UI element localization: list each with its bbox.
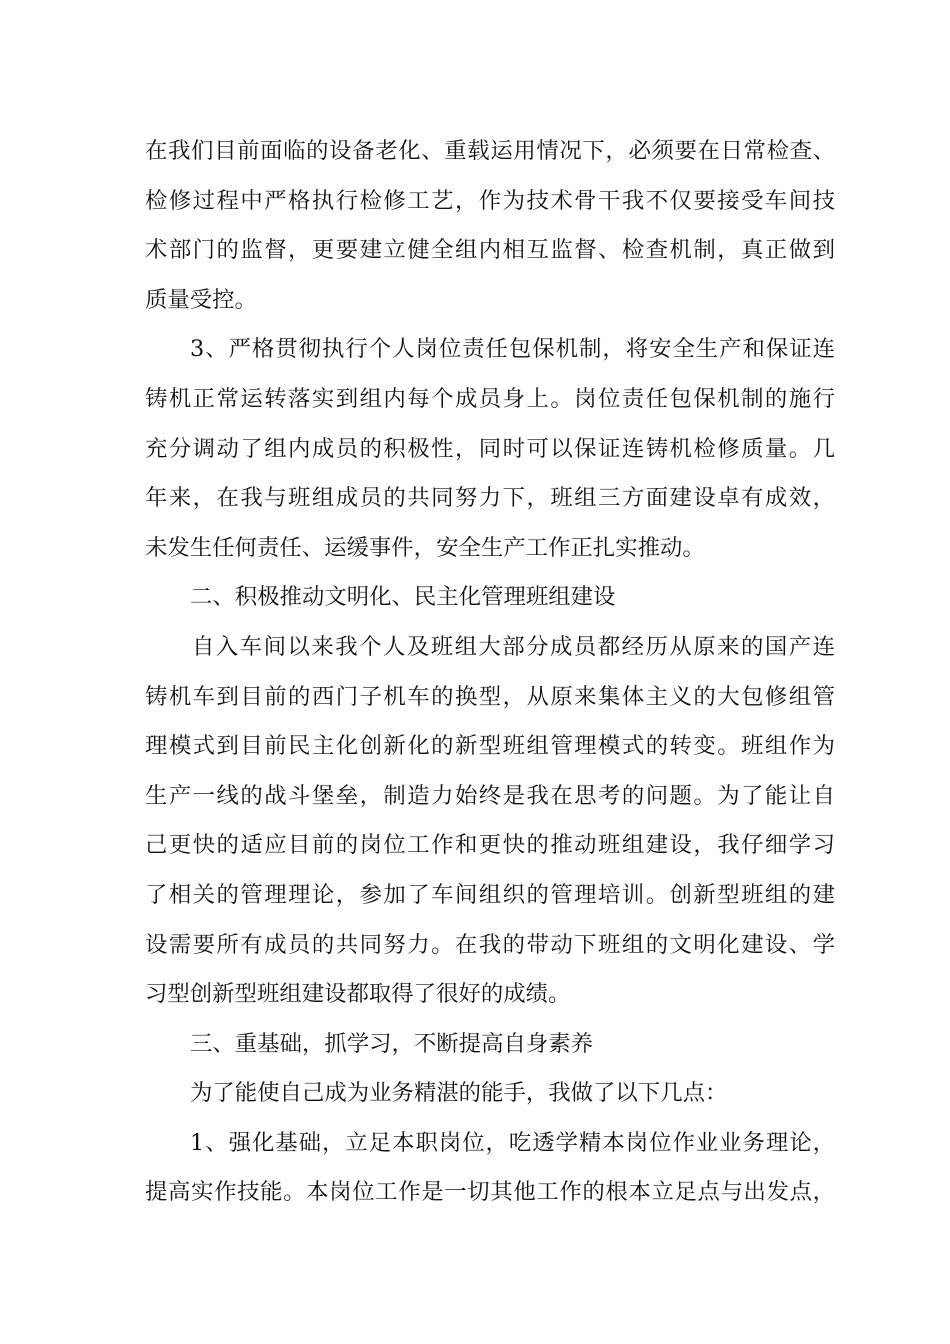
paragraph-line: 年来，在我与班组成员的共同努力下，班组三方面建设卓有成效， [145, 485, 835, 512]
document-body [145, 127, 835, 1218]
paragraph-line: 质量受控。 [145, 286, 257, 313]
paragraph-line: 理模式到目前民主化创新化的新型班组管理模式的转变。班组作为 [145, 733, 835, 760]
paragraph-line: 铸机车到目前的西门子机车的换型，从原来集体主义的大包修组管 [145, 683, 835, 710]
section-heading: 二、积极推动文明化、民主化管理班组建设 [190, 584, 616, 611]
paragraph-line: 自入车间以来我个人及班组大部分成员都经历从原来的国产连 [192, 633, 835, 660]
paragraph-line: 设需要所有成员的共同努力。在我的带动下班组的文明化建设、学 [145, 931, 835, 958]
paragraph-line: 了相关的管理理论，参加了车间组织的管理培训。创新型班组的建 [145, 881, 835, 908]
section-heading: 三、重基础，抓学习，不断提高自身素养 [190, 1030, 594, 1057]
paragraph-line: 铸机正常运转落实到组内每个成员身上。岗位责任包保机制的施行 [145, 385, 835, 412]
paragraph-line: 未发生任何责任、运缓事件，安全生产工作正扎实推动。 [145, 534, 705, 561]
paragraph-line: 习型创新型班组建设都取得了很好的成绩。 [145, 981, 571, 1008]
paragraph-line: 1、强化基础，立足本职岗位，吃透学精本岗位作业业务理论， [190, 1129, 835, 1156]
paragraph-line: 检修过程中严格执行检修工艺，作为技术骨干我不仅要接受车间技 [145, 187, 835, 214]
paragraph-line: 提高实作技能。本岗位工作是一切其他工作的根本立足点与出发点， [145, 1179, 835, 1206]
paragraph-line: 术部门的监督，更要建立健全组内相互监督、检查机制，真正做到 [145, 237, 835, 264]
paragraph-line: 充分调动了组内成员的积极性，同时可以保证连铸机检修质量。几 [145, 435, 835, 462]
paragraph-line: 在我们目前面临的设备老化、重载运用情况下，必须要在日常检查、 [145, 138, 835, 164]
paragraph-line: 3、严格贯彻执行个人岗位责任包保机制，将安全生产和保证连 [190, 336, 835, 363]
paragraph-line: 为了能使自己成为业务精湛的能手，我做了以下几点： [190, 1080, 728, 1107]
paragraph-line: 生产一线的战斗堡垒，制造力始终是我在思考的问题。为了能让自 [145, 782, 835, 809]
paragraph-line: 己更快的适应目前的岗位工作和更快的推动班组建设，我仔细学习 [145, 832, 835, 859]
